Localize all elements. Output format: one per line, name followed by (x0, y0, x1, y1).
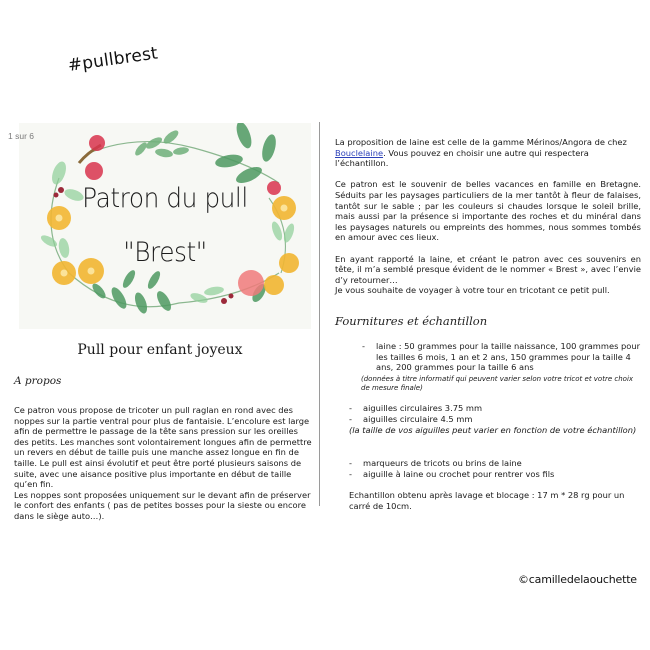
voyage-paragraph: Je vous souhaite de voyager à votre tour en tricotant ce petit pull. (335, 285, 610, 296)
dash-bullet: - (349, 403, 352, 413)
apropos-paragraph-2: Les noppes sont proposées uniquement sur le devant afin de préserver le confort des enfants ( pas de petites bosses pour la sieste ou encore dans le siège auto…). (14, 489, 311, 521)
section-title-fournitures: Fournitures et échantillon (335, 314, 488, 328)
copyright: ©camilledelaouchette (518, 573, 637, 586)
page-counter: 1 sur 6 (8, 131, 34, 141)
laine-list (362, 341, 642, 373)
dash-bullet: - (349, 468, 352, 479)
dash-bullet: - (349, 458, 352, 468)
cover-title-line2: "Brest" (123, 237, 207, 268)
right-column-text (335, 137, 641, 296)
dash-bullet: - (362, 341, 365, 351)
list-item: - laine : 50 grammes pour la taille naissance, 100 grammes pour les tailles 6 mois, 1 an et 2 ans, 150 grammes pour la taille 4 ans, 200 grammes pour la taille 6 ans (362, 341, 641, 373)
laine-note: (données à titre informatif qui peuvent varier selon votre tricot et votre choix de mesure finale) (361, 375, 634, 392)
aiguilles-list (349, 403, 639, 424)
souvenir-paragraph: Ce patron est le souvenir de belles vacances en famille en Bretagne. Séduits par les paysages particuliers de la mer tantôt à fleur de falaises, tantôt sur le sable ; par les couleurs si chaudes lorsque le soleil brille, mais aussi par la présence si importante des roches et du minéral dans les paysages naturels ou empreints des hommes, nous sommes tombés en amour avec ces lieux. (335, 179, 641, 243)
list-item: - marqueurs de tricots ou brins de laine (349, 458, 522, 468)
misc-list (349, 458, 639, 479)
column-divider (319, 122, 320, 506)
subtitle: Pull pour enfant joyeux (77, 342, 243, 358)
floral-wreath-icon (19, 123, 311, 329)
cover-title-line1: Patron du pull (82, 183, 248, 214)
bouclelaine-link[interactable]: Bouclelaine (335, 147, 384, 158)
dash-bullet: - (349, 413, 352, 424)
hashtag: #pullbrest (66, 43, 160, 76)
apropos-paragraph-1: Ce patron vous propose de tricoter un pull raglan en rond avec des noppes sur la partie ventral pour plus de fantaisie. L’encolure est large afin de permettre le passage de la tête sans pression sur les oreilles des petits. Les manches sont volontairement longues afin de permettre un revers en début de taille puis une manche assez longue en fin de taille. Le pull est ainsi évolutif et peut être porté plusieurs saisons de suite, avec une aisance positive plus importante en début de taille qu’en fin. (14, 405, 312, 490)
apropos-body (14, 405, 314, 522)
cover-illustration (19, 123, 311, 329)
list-item: - aiguille à laine ou crochet pour rentrer vos fils (349, 468, 555, 479)
wool-intro: La proposition de laine est celle de la gamme Mérinos/Angora de chez Bouclelaine. Vous pouvez en choisir une autre qui respectera l’échantillon. (335, 137, 627, 169)
aiguilles-note: (la taille de vos aiguilles peut varier en fonction de votre échantillon) (349, 425, 637, 435)
list-item: - aiguilles circulaires 3.75 mm (349, 403, 483, 413)
nommer-paragraph: En ayant rapporté la laine, et créant le patron avec ces souvenirs en tête, il m’a semblé presque évident de le nommer « Brest », avec l’envie d’y retourner… (335, 253, 641, 285)
section-title-apropos: A propos (14, 375, 62, 387)
list-item: - aiguilles circulaire 4.5 mm (349, 413, 473, 424)
echantillon-text: Echantillon obtenu après lavage et blocage : 17 m * 28 rg pour un carré de 10cm. (349, 490, 625, 511)
